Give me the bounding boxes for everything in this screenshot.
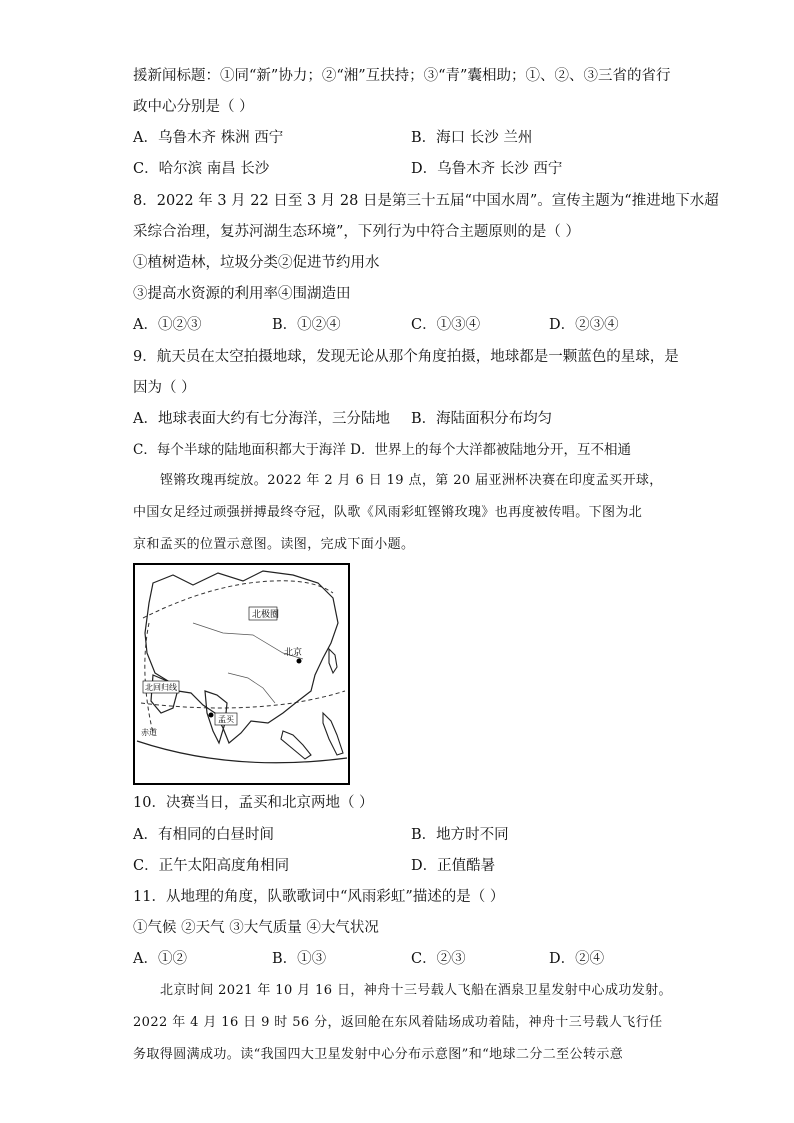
tropic-label: 北回归线 (145, 683, 177, 692)
passage-1-line-2: 中国女足经过顽强拼搏最终夺冠，队歌《风雨彩虹铿锵玫瑰》也再度被传唱。下图为北 (133, 505, 643, 520)
q8-items-line-1: ①植树造林，垃圾分类②促进节约用水 (133, 255, 380, 271)
beijing-mumbai-location-map (133, 563, 350, 785)
q11-option-c: C．②③ (411, 951, 466, 967)
passage-1-line-1: 铿锵玫瑰再绽放。2022 年 2 月 6 日 19 点，第 20 届亚洲杯决赛在印度孟买开球， (160, 473, 663, 488)
q10-stem: 10．决赛当日，孟买和北京两地（ ） (133, 795, 374, 811)
q9-option-cd: C．每个半球的陆地面积都大于海洋 D．世界上的每个大洋都被陆地分开，互不相通 (133, 442, 631, 458)
q10-option-a: A．有相同的白昼时间 (133, 827, 274, 843)
q10-option-c: C．正午太阳高度角相同 (133, 858, 290, 874)
q8-stem-line-2: 采综合治理，复苏河湖生态环境”，下列行为中符合主题原则的是（ ） (133, 224, 581, 240)
beijing-marker (297, 659, 302, 664)
mumbai-label: 孟买 (218, 715, 234, 724)
q9-option-b: B．海陆面积分布均匀 (411, 411, 553, 427)
q11-option-d: D．②④ (549, 951, 605, 967)
map-frame (134, 564, 349, 784)
q11-items: ①气候 ②天气 ③大气质量 ④大气状况 (133, 920, 379, 936)
q9-stem-line-1: 9．航天员在太空拍摄地球，发现无论从那个角度拍摄，地球都是一颗蓝色的星球，是 (133, 349, 679, 365)
q7-stem-line-1: 援新闻标题：①同“新”协力；②“湘”互扶持；③“青”囊相助；①、②、③三省的省行 (133, 68, 671, 84)
passage-2-line-2: 2022 年 4 月 16 日 9 时 56 分，返回舱在东风着陆场成功着陆，神舟十三号载人飞行任 (133, 1015, 663, 1030)
q8-option-c: C．①③④ (411, 317, 481, 333)
equator-label: 赤道 (141, 728, 157, 737)
q7-stem-line-2: 政中心分别是（ ） (133, 99, 254, 115)
q7-option-b: B．海口 长沙 兰州 (411, 130, 533, 146)
passage-1-line-3: 京和孟买的位置示意图。读图，完成下面小题。 (133, 537, 415, 552)
q8-option-a: A．①②③ (133, 317, 202, 333)
q9-option-a: A．地球表面大约有七分海洋，三分陆地 (133, 411, 390, 427)
passage-2-line-3: 务取得圆满成功。读“我国四大卫星发射中心分布示意图”和“地球二分二至公转示意 (133, 1047, 624, 1062)
q8-option-d: D．②③④ (549, 317, 619, 333)
q11-stem: 11．从地理的角度，队歌歌词中“风雨彩虹”描述的是（ ） (133, 889, 505, 905)
q9-stem-line-2: 因为（ ） (133, 380, 196, 396)
passage-2-line-1: 北京时间 2021 年 10 月 16 日，神舟十三号载人飞船在酒泉卫星发射中心成功发射。 (160, 983, 672, 998)
q8-items-line-2: ③提高水资源的利用率④围湖造田 (133, 286, 351, 302)
q10-option-d: D．正值酷暑 (411, 858, 496, 874)
q11-option-b: B．①③ (272, 951, 327, 967)
q7-option-a: A．乌鲁木齐 株洲 西宁 (133, 130, 284, 146)
q7-option-d: D．乌鲁木齐 长沙 西宁 (411, 161, 563, 177)
q11-option-a: A．①② (133, 951, 187, 967)
q7-option-c: C．哈尔滨 南昌 长沙 (133, 161, 270, 177)
arctic-label: 北极圈 (252, 610, 280, 620)
beijing-label: 北京 (284, 648, 303, 658)
q10-option-b: B．地方时不同 (411, 827, 509, 843)
mumbai-marker (209, 713, 214, 718)
q8-stem-line-1: 8．2022 年 3 月 22 日至 3 月 28 日是第三十五届“中国水周”。宣传主题为“推进地下水超 (133, 193, 719, 209)
q8-option-b: B．①②④ (272, 317, 341, 333)
